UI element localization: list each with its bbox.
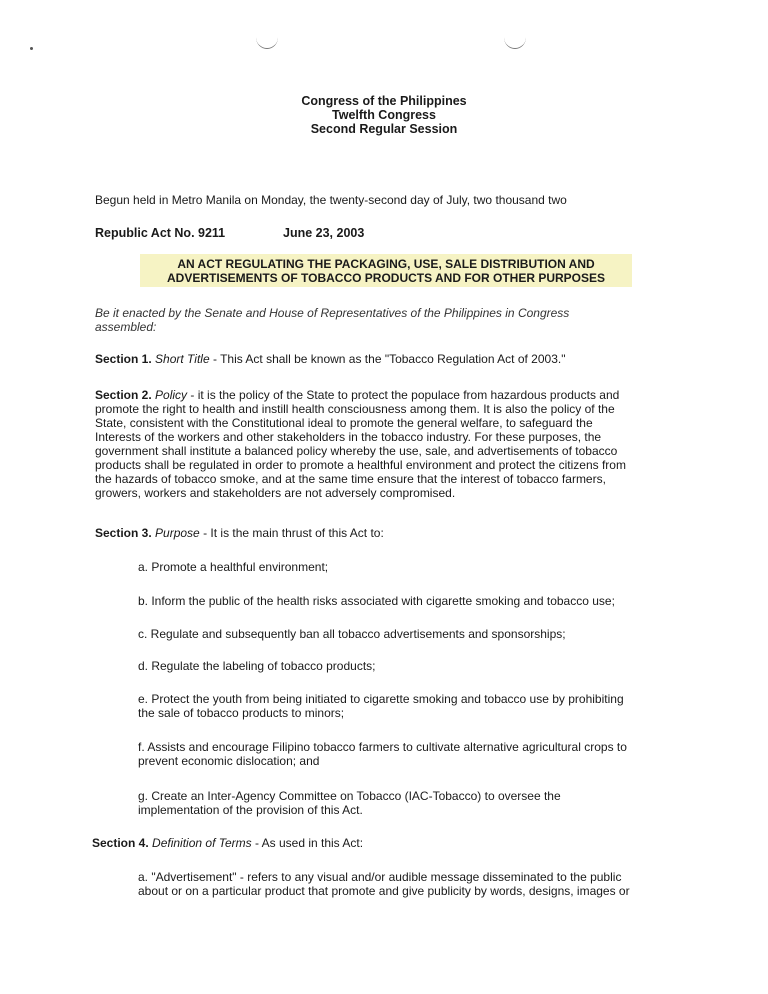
- purpose-item-g-line1: g. Create an Inter-Agency Committee on Tobacco (IAC-Tobacco) to oversee the: [138, 789, 561, 803]
- section-1-label: Section 1.: [95, 352, 152, 366]
- republic-act-date: June 23, 2003: [283, 226, 365, 240]
- purpose-item-d: d. Regulate the labeling of tobacco products;: [138, 659, 376, 673]
- republic-act-number: Republic Act No. 9211: [95, 226, 226, 240]
- act-title: [120, 257, 652, 285]
- section-4: [92, 836, 682, 850]
- section-3-title: Purpose: [155, 526, 200, 540]
- act-title-line2: ADVERTISEMENTS OF TOBACCO PRODUCTS AND FOR OTHER PURPOSES: [166, 271, 606, 285]
- section-1-title: Short Title: [155, 352, 210, 366]
- header-session: Second Regular Session: [310, 122, 458, 136]
- definition-item-a-line1: a. "Advertisement" - refers to any visual and/or audible message disseminated to the public: [138, 870, 622, 884]
- section-2-line: government shall institute a balanced policy whereby the use, sale, and advertisements of tobacco: [95, 444, 618, 458]
- purpose-item-g-line2: implementation of the provision of this Act.: [138, 803, 363, 817]
- section-3: [95, 526, 685, 540]
- purpose-item-f-line2: prevent economic dislocation; and: [138, 754, 320, 768]
- purpose-item-c: c. Regulate and subsequently ban all tobacco advertisements and sponsorships;: [138, 627, 566, 641]
- section-2-title: Policy: [155, 388, 188, 402]
- section-4-label: Section 4.: [92, 836, 149, 850]
- purpose-item-e-line2: the sale of tobacco products to minors;: [138, 706, 345, 720]
- section-4-text: - As used in this Act:: [251, 836, 364, 850]
- section-2-line: products shall be regulated in order to promote a healthful environment and protect the citizens from: [95, 458, 626, 472]
- purpose-item-g: [138, 789, 678, 817]
- section-2-line: growers, workers and stakeholders are not adversely compromised.: [95, 486, 456, 500]
- purpose-item-e: [138, 692, 678, 720]
- section-2-line: Interests of the workers and other stakeholders in the tobacco industry. For these purposes, the: [95, 430, 602, 444]
- enacting-clause-line2: assembled:: [95, 320, 157, 334]
- enacting-clause: [95, 306, 685, 334]
- purpose-item-b: b. Inform the public of the health risks associated with cigarette smoking and tobacco use;: [138, 594, 615, 608]
- section-3-label: Section 3.: [95, 526, 152, 540]
- section-2-line: promote the right to health and instill health consciousness among them. It is also the policy of the: [95, 402, 615, 416]
- section-2: [95, 388, 685, 500]
- act-title-line1: AN ACT REGULATING THE PACKAGING, USE, SALE DISTRIBUTION AND: [177, 257, 595, 271]
- section-2-line: the hazards of tobacco smoke, and at the same time ensure that the interest of tobacco farmers,: [95, 472, 606, 486]
- punch-hole-mark: [504, 26, 526, 49]
- section-1: [95, 352, 685, 366]
- definition-item-a-line2: about or on a particular product that promote and give publicity by words, designs, images or: [138, 884, 630, 898]
- begun-statement: Begun held in Metro Manila on Monday, the twenty-second day of July, two thousand two: [95, 193, 567, 207]
- definition-item-a: [138, 870, 698, 898]
- header-congress: Congress of the Philippines: [301, 94, 467, 108]
- header-congress-number: Twelfth Congress: [332, 108, 436, 122]
- purpose-item-f-line1: f. Assists and encourage Filipino tobacco farmers to cultivate alternative agricultural crops to: [138, 740, 627, 754]
- purpose-item-e-line1: e. Protect the youth from being initiated to cigarette smoking and tobacco use by prohibiting: [138, 692, 624, 706]
- purpose-item-a: a. Promote a healthful environment;: [138, 560, 329, 574]
- scan-speck: [30, 47, 33, 50]
- section-2-line: State, consistent with the Constitutional ideal to promote the general welfare, to safeguard the: [95, 416, 593, 430]
- section-3-text: - It is the main thrust of this Act to:: [199, 526, 384, 540]
- punch-hole-mark: [256, 26, 278, 49]
- section-1-text: - This Act shall be known as the "Tobacco Regulation Act of 2003.": [209, 352, 566, 366]
- purpose-item-f: [138, 740, 678, 768]
- section-2-line: - it is the policy of the State to protect the populace from hazardous products and: [187, 388, 620, 402]
- section-2-label: Section 2.: [95, 388, 152, 402]
- section-4-title: Definition of Terms: [152, 836, 252, 850]
- enacting-clause-line1: Be it enacted by the Senate and House of Representatives of the Philippines in Congress: [95, 306, 570, 320]
